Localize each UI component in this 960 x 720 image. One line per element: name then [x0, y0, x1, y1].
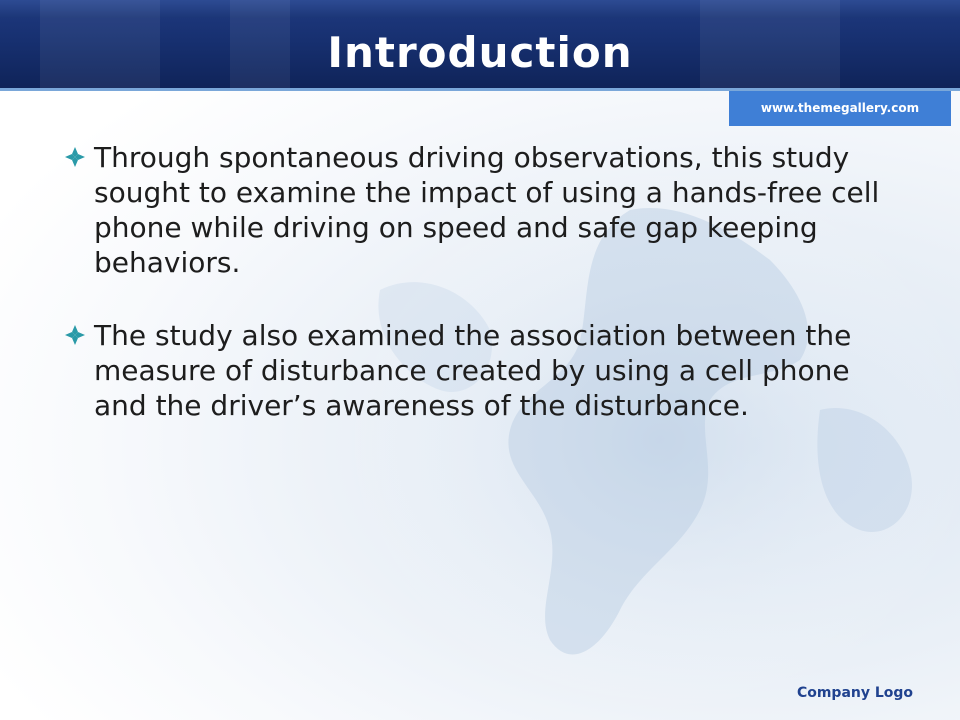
diamond-bullet-icon	[64, 324, 86, 346]
bullet-list	[64, 140, 894, 461]
website-url-label: www.themegallery.com	[729, 91, 951, 126]
bullet-item	[64, 318, 894, 423]
bullet-text: Through spontaneous driving observations, this study sought to examine the impact of using a hands-free cell phone while driving on speed and safe gap keeping behaviors.	[94, 141, 880, 279]
slide-title: Introduction	[327, 28, 633, 77]
company-logo: Company Logo	[796, 685, 914, 701]
bullet-text: The study also examined the association between the measure of disturbance created by using a cell phone and the driver’s awareness of the disturbance.	[94, 319, 852, 422]
bullet-item	[64, 140, 894, 280]
diamond-bullet-icon	[64, 146, 86, 168]
